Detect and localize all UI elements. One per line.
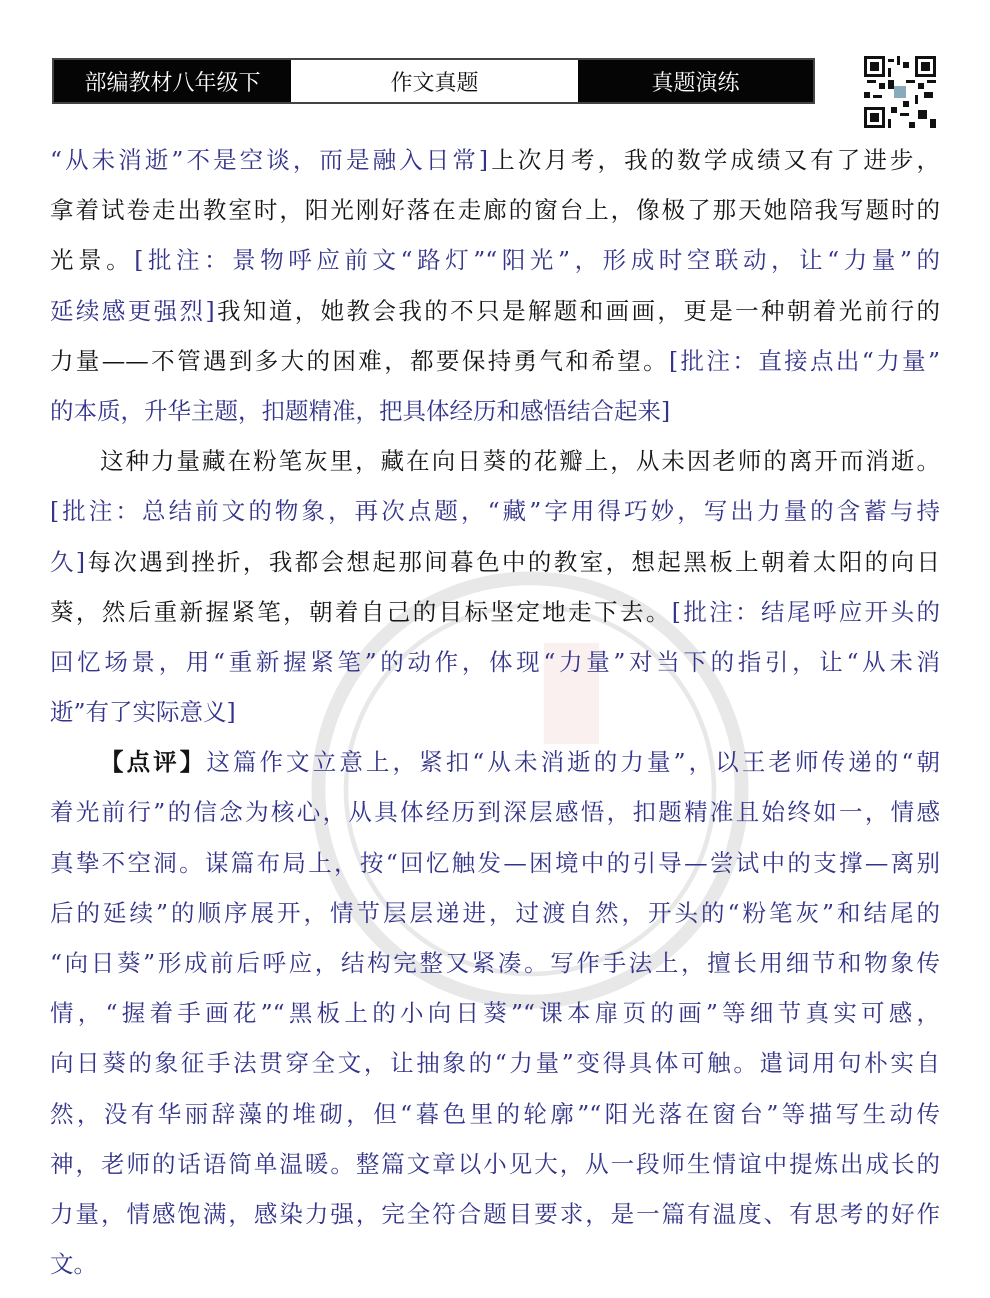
header-bar [52, 58, 815, 104]
qr-code-icon [864, 56, 936, 128]
text-line [50, 486, 940, 536]
annotation-text: [批注：景物呼应前文“路灯”“阳光”，形成时空联动，让“力量”的 [134, 246, 940, 275]
annotation-text: 这篇作文立意上，紧扣“从未消逝的力量”，以王老师传递的“朝 [206, 748, 940, 777]
annotation-text: 真挚不空洞。谋篇布局上，按“回忆触发—困境中的引导—尝试中的支撑—离别 [50, 848, 940, 877]
text-line [50, 135, 940, 185]
annotation-text: [批注：直接点出“力量” [669, 346, 940, 375]
text-line [50, 587, 940, 637]
text-line [50, 185, 940, 235]
text-line [50, 737, 940, 787]
header-section: 真题演练 [578, 60, 813, 102]
text-line [50, 687, 940, 737]
text-line [50, 537, 940, 587]
text-line [50, 637, 940, 687]
essay-text: 我知道，她教会我的不只是解题和画画，更是一种朝着光前行的 [214, 296, 940, 325]
text-line [50, 436, 940, 486]
text-line [50, 888, 940, 938]
annotation-text: 回忆场景，用“重新握紧笔”的动作，体现“力量”对当下的指引，让“从未消 [50, 647, 940, 676]
text-line [50, 286, 940, 336]
text-line [50, 787, 940, 837]
essay-text: 葵，然后重新握紧笔，朝着自己的目标坚定地走下去。 [50, 597, 672, 626]
essay-text: 每次遇到挫折，我都会想起那间暮色中的教室，想起黑板上朝着太阳的向日 [85, 547, 940, 576]
text-line [50, 336, 940, 386]
header-title: 作文真题 [291, 60, 578, 102]
essay-body [50, 135, 940, 1289]
annotation-text: 情，“握着手画花”“黑板上的小向日葵”“课本扉页的画”等细节真实可感， [50, 999, 940, 1028]
annotation-text: [批注：总结前文的物象，再次点题，“藏”字用得巧妙，写出力量的含蓄与持 [50, 497, 940, 526]
annotation-text: 的本质，升华主题，扣题精准，把具体经历和感悟结合起来] [50, 396, 671, 425]
annotation-text: 神，老师的话语简单温暖。整篇文章以小见大，从一段师生情谊中提炼出成长的 [50, 1149, 940, 1178]
text-line [50, 1189, 940, 1239]
essay-text: 上次月考，我的数学成绩又有了进步， [488, 146, 941, 174]
annotation-text: 文。 [50, 1250, 97, 1279]
annotation-text: 逝”有了实际意义] [50, 698, 236, 727]
annotation-text: 力量，情感饱满，感染力强，完全符合题目要求，是一篇有温度、有思考的好作 [50, 1199, 940, 1228]
text-line [50, 1038, 940, 1088]
annotation-text: 然，没有华丽辞藻的堆砌，但“暮色里的轮廓”“阳光落在窗台”等描写生动传 [50, 1099, 940, 1128]
annotation-text: [批注：结尾呼应开头的 [671, 597, 941, 626]
text-line [50, 838, 940, 888]
annotation-text: 向日葵的象征手法贯穿全文，让抽象的“力量”变得具体可触。遣词用句朴实自 [50, 1049, 940, 1078]
essay-text: 拿着试卷走出教室时，阳光刚好落在走廊的窗台上，像极了那天她陪我写题时的 [50, 196, 940, 225]
annotation-text: “从未消逝”不是空谈，而是融入日常] [50, 146, 489, 174]
essay-text: 力量——不管遇到多大的困难，都要保持勇气和希望。 [50, 346, 669, 375]
annotation-text: 久] [50, 547, 86, 576]
annotation-text: 后的延续”的顺序展开，情节层层递进，过渡自然，开头的“粉笔灰”和结尾的 [50, 898, 940, 927]
essay-text: 光景。 [50, 246, 135, 275]
text-line [50, 938, 940, 988]
text-line [50, 1239, 940, 1289]
text-line [50, 1089, 940, 1139]
review-heading: 【点评】 [100, 748, 207, 777]
header-textbook: 部编教材八年级下 [54, 60, 291, 102]
text-line [50, 235, 940, 285]
essay-text: 这种力量藏在粉笔灰里，藏在向日葵的花瓣上，从未因老师的离开而消逝。 [100, 447, 940, 476]
text-line [50, 386, 940, 436]
annotation-text: 延续感更强烈] [50, 296, 215, 325]
text-line [50, 1139, 940, 1189]
text-line [50, 988, 940, 1038]
annotation-text: “向日葵”形成前后呼应，结构完整又紧凑。写作手法上，擅长用细节和物象传 [50, 949, 940, 977]
annotation-text: 着光前行”的信念为核心，从具体经历到深层感悟，扣题精准且始终如一，情感 [50, 798, 940, 827]
